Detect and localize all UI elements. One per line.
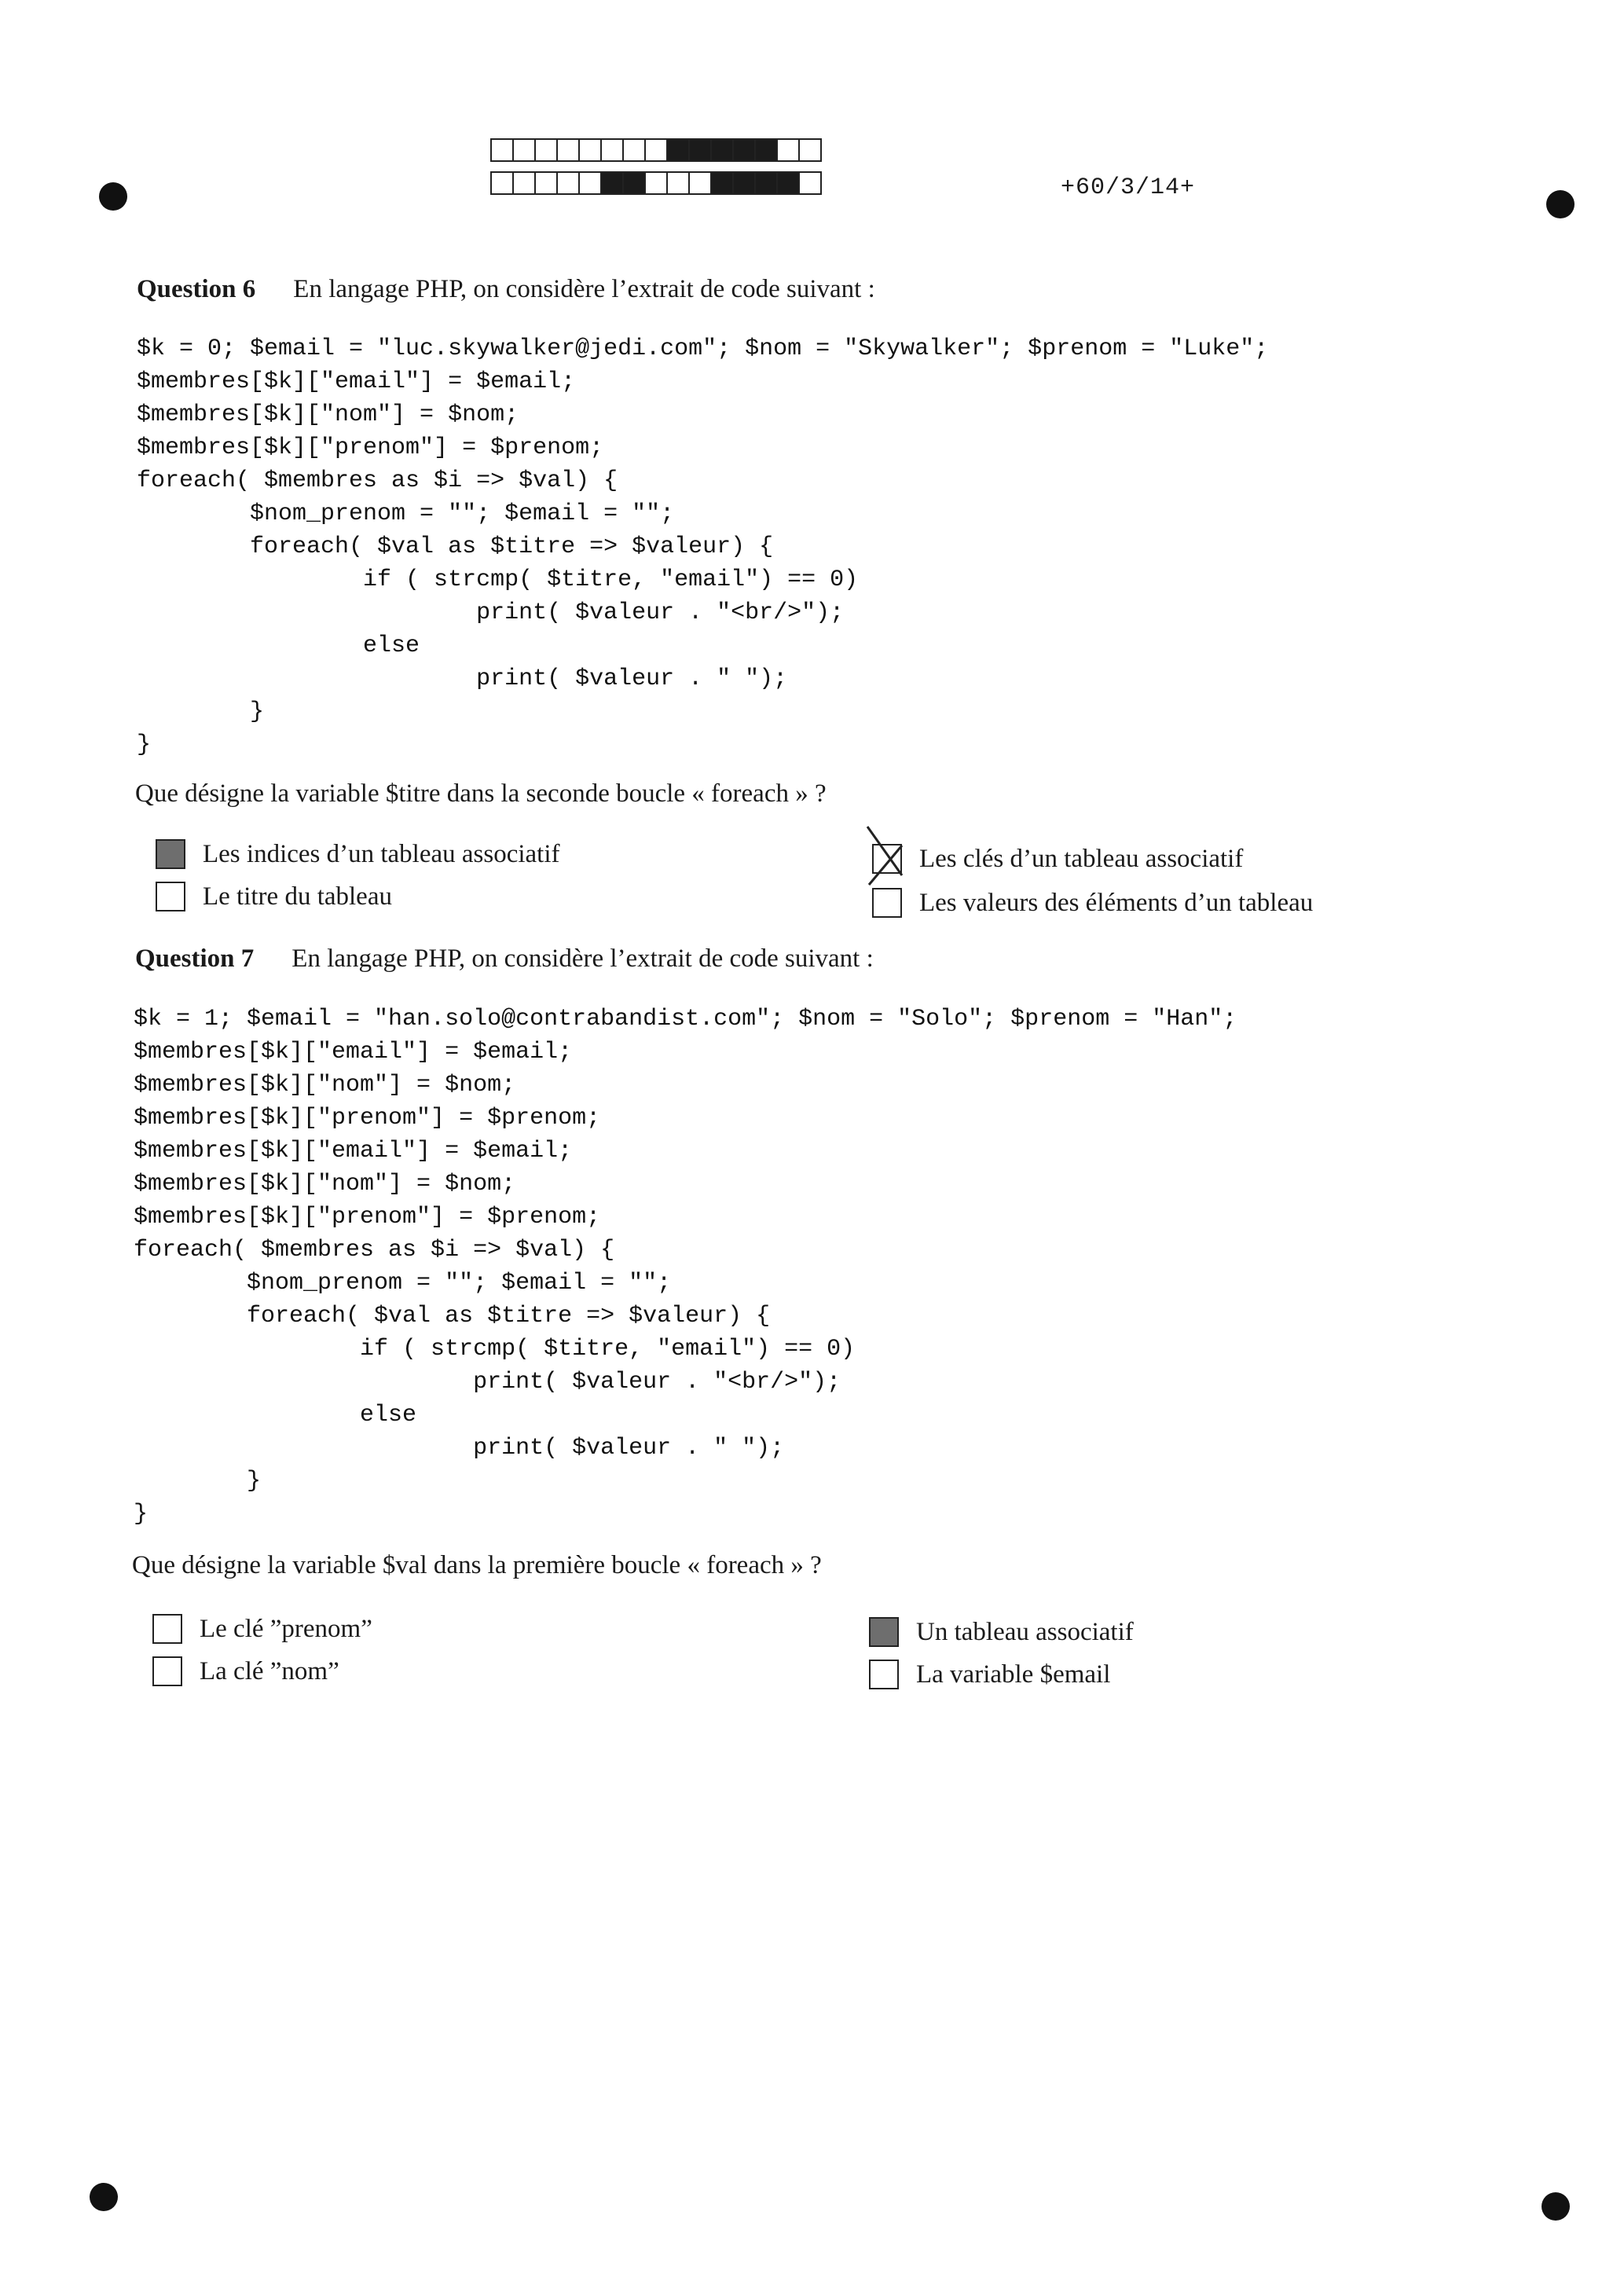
barcode-row-2-cell <box>754 171 778 195</box>
question-6-label: Question 6 <box>137 275 256 303</box>
barcode-row-2-cell <box>622 171 646 195</box>
page-code: +60/3/14+ <box>1061 174 1196 201</box>
question-7-header <box>135 944 874 974</box>
barcode-row-2-cell <box>644 171 668 195</box>
corner-marker-top-left <box>99 182 127 211</box>
barcode-row-2-cell <box>512 171 536 195</box>
barcode-row-1-cell <box>556 138 580 162</box>
question-6-header <box>137 275 875 304</box>
q7-option-prenom-checkbox[interactable] <box>152 1614 182 1644</box>
barcode-row-2-cell <box>798 171 822 195</box>
question-7-code: $k = 1; $email = "han.solo@contrabandist.com"; $nom = "Solo"; $prenom = "Han"; $membres[$k]["email"] = $email; $membres[$k]["nom"] = $nom; $membres[$k]["prenom"] = $prenom; $membres[$k]["email"] = $email; $membres[$k]["nom"] = $nom; $membres[$k]["prenom"] = $prenom; foreach( $membres as $i => $val) { $nom_prenom = ""; $email = ""; foreach( $val as $titre => $valeur) { if ( strcmp( $titre, "email") == 0) print( $valeur . "<br/>"); else print( $valeur . " "); } } <box>134 1006 1237 1528</box>
barcode-row-1-cell <box>688 138 712 162</box>
corner-marker-bottom-right <box>1542 2192 1570 2221</box>
q6-option-valeurs-label: Les valeurs des éléments d’un tableau <box>919 888 1314 917</box>
question-7-intro: En langage PHP, on considère l’extrait de code suivant : <box>291 944 874 973</box>
barcode-row-1-cell <box>754 138 778 162</box>
q7-option-email[interactable] <box>869 1660 1110 1689</box>
barcode-row-2-cell <box>710 171 734 195</box>
question-7-label: Question 7 <box>135 944 255 973</box>
q6-option-cles-checkbox[interactable] <box>872 844 902 874</box>
barcode-row-2-cell <box>490 171 514 195</box>
q6-option-titre-label: Le titre du tableau <box>203 882 392 911</box>
barcode-row-1 <box>490 138 820 162</box>
barcode-row-1-cell <box>732 138 756 162</box>
q7-option-nom-label: La clé ”nom” <box>200 1656 339 1685</box>
q6-option-indices-label: Les indices d’un tableau associatif <box>203 839 560 868</box>
barcode-row-2-cell <box>578 171 602 195</box>
q7-option-nom-checkbox[interactable] <box>152 1656 182 1686</box>
question-6-code: $k = 0; $email = "luc.skywalker@jedi.com"; $nom = "Skywalker"; $prenom = "Luke"; $membres[$k]["email"] = $email; $membres[$k]["nom"] = $nom; $membres[$k]["prenom"] = $prenom; foreach( $membres as $i => $val) { $nom_prenom = ""; $email = ""; foreach( $val as $titre => $valeur) { if ( strcmp( $titre, "email") == 0) print( $valeur . "<br/>"); else print( $valeur . " "); } } <box>137 336 1269 758</box>
barcode-row-2-cell <box>688 171 712 195</box>
corner-marker-top-right <box>1546 190 1575 218</box>
q7-option-prenom-label: Le clé ”prenom” <box>200 1614 372 1643</box>
q7-option-tableau[interactable] <box>869 1617 1134 1647</box>
q6-option-titre[interactable] <box>156 882 392 911</box>
q6-option-valeurs-checkbox[interactable] <box>872 888 902 918</box>
q7-option-tableau-checkbox[interactable] <box>869 1617 899 1647</box>
barcode-row-2-cell <box>600 171 624 195</box>
barcode-row-1-cell <box>622 138 646 162</box>
q7-option-nom[interactable] <box>152 1656 339 1686</box>
barcode-row-2-cell <box>776 171 800 195</box>
barcode-row-2-cell <box>732 171 756 195</box>
barcode-row-1-cell <box>776 138 800 162</box>
cross-mark-icon <box>864 825 911 888</box>
barcode-row-2-cell <box>666 171 690 195</box>
q6-option-valeurs[interactable] <box>872 888 1313 918</box>
barcode-row-1-cell <box>798 138 822 162</box>
question-7-prompt: Que désigne la variable $val dans la première boucle « foreach » ? <box>132 1551 822 1579</box>
question-6-intro: En langage PHP, on considère l’extrait de code suivant : <box>293 275 875 303</box>
q6-option-indices[interactable] <box>156 839 560 869</box>
q7-option-email-checkbox[interactable] <box>869 1660 899 1689</box>
q6-option-titre-checkbox[interactable] <box>156 882 185 911</box>
barcode-row-1-cell <box>534 138 558 162</box>
q7-option-email-label: La variable $email <box>916 1660 1111 1689</box>
barcode-row-1-cell <box>666 138 690 162</box>
q6-option-cles[interactable] <box>872 844 1243 874</box>
barcode-row-1-cell <box>710 138 734 162</box>
barcode-row-2 <box>490 171 820 195</box>
barcode-row-1-cell <box>644 138 668 162</box>
barcode-row-1-cell <box>512 138 536 162</box>
corner-marker-bottom-left <box>90 2183 118 2211</box>
q7-option-tableau-label: Un tableau associatif <box>916 1617 1134 1646</box>
barcode-row-1-cell <box>490 138 514 162</box>
barcode-row-2-cell <box>534 171 558 195</box>
barcode-row-2-cell <box>556 171 580 195</box>
barcode-row-1-cell <box>600 138 624 162</box>
q7-option-prenom[interactable] <box>152 1614 372 1644</box>
question-6-prompt: Que désigne la variable $titre dans la seconde boucle « foreach » ? <box>135 779 827 808</box>
q6-option-indices-checkbox[interactable] <box>156 839 185 869</box>
barcode-row-1-cell <box>578 138 602 162</box>
q6-option-cles-label: Les clés d’un tableau associatif <box>919 844 1244 873</box>
